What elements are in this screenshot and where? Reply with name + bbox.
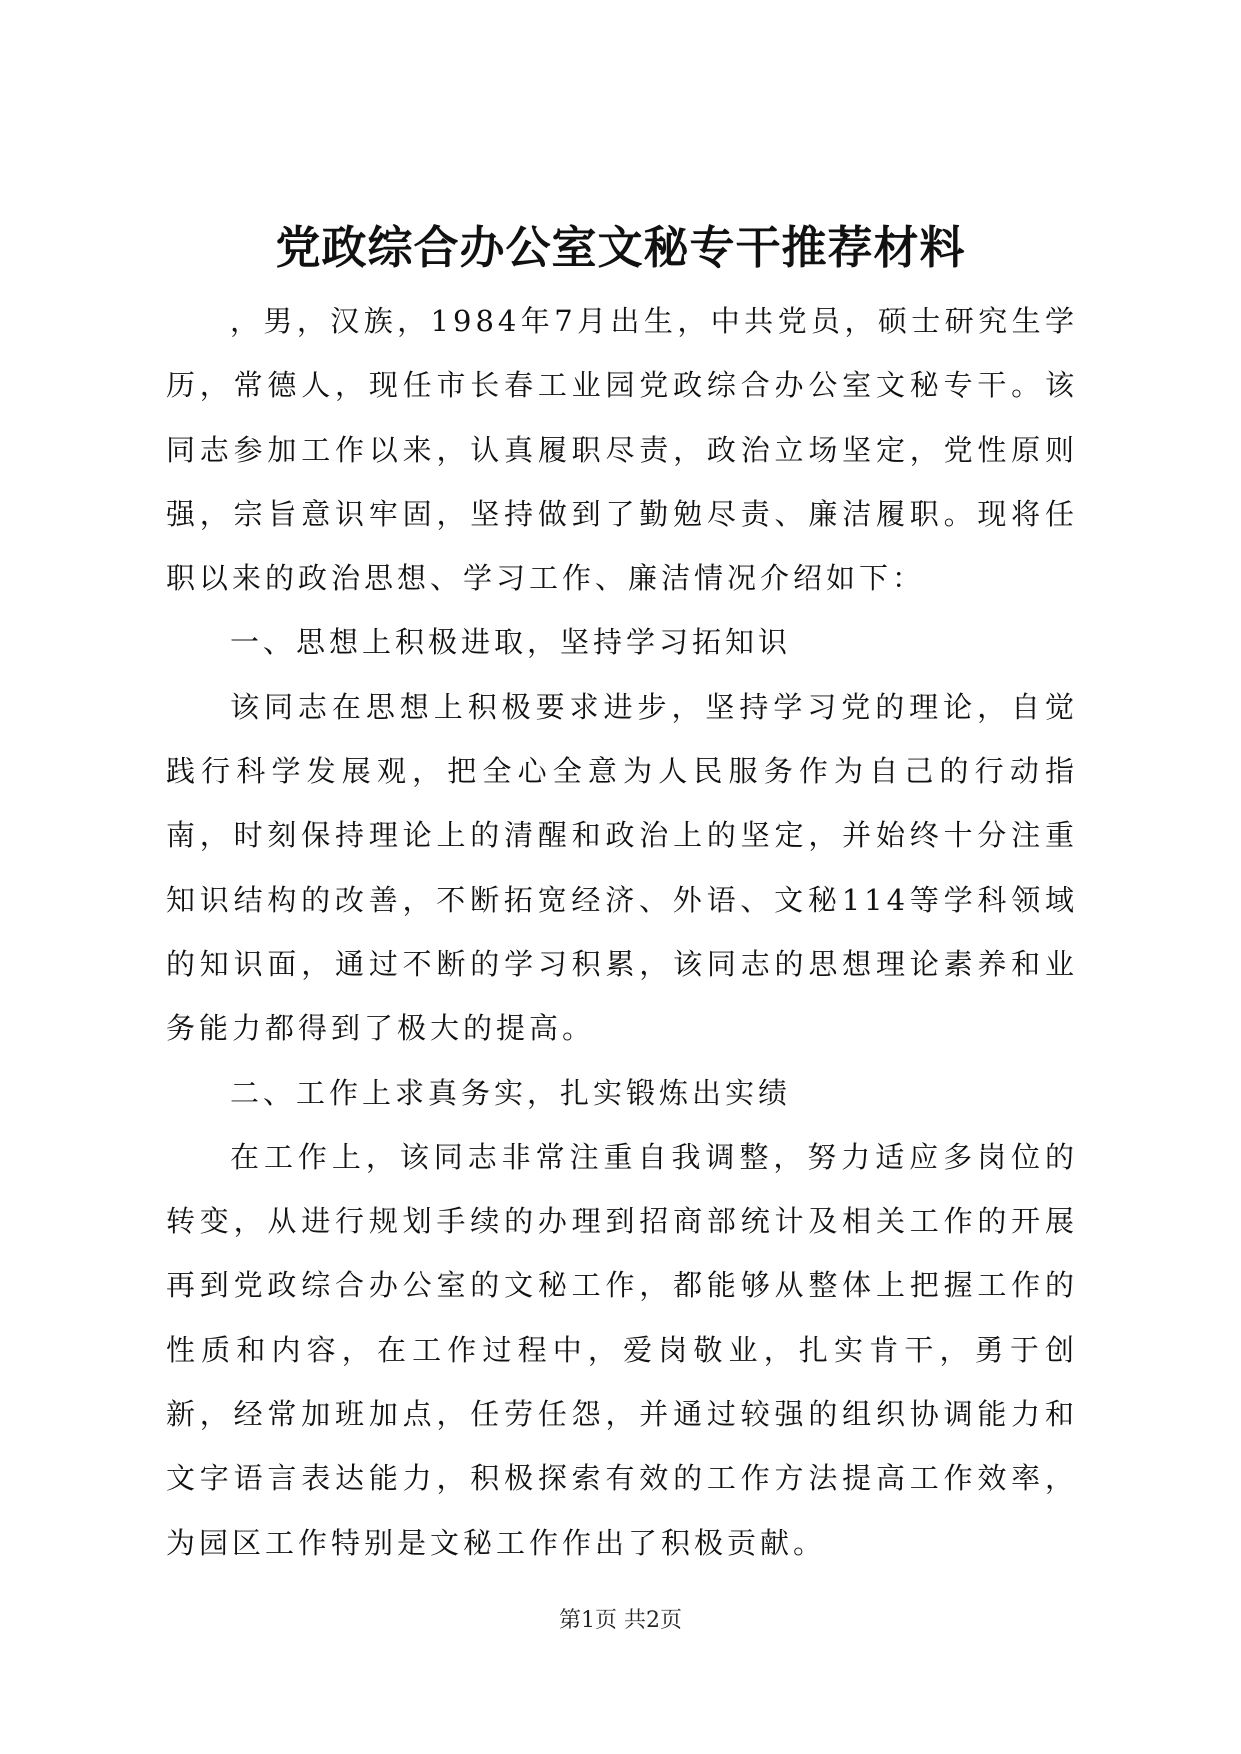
page-indicator: 第1页 共2页: [559, 1608, 682, 1633]
section-paragraph-1: 该同志在思想上积极要求进步，坚持学习党的理论，自觉践行科学发展观，把全心全意为人民服务作为自己的行动指南，时刻保持理论上的清醒和政治上的坚定，并始终十分注重知识结构的改善，不断拓宽经济、外语、文秘114等学科领域的知识面，通过不断的学习积累，该同志的思想理论素养和业务能力都得到了极大的提高。: [166, 689, 1078, 1046]
page-footer: [0, 1606, 1241, 1636]
document-body: [166, 289, 1078, 1575]
intro-paragraph: ，男，汉族，1984年7月出生，中共党员，硕士研究生学历，常德人，现任市长春工业园党政综合办公室文秘专干。该同志参加工作以来，认真履职尽责，政治立场坚定，党性原则强，宗旨意识牢固，坚持做到了勤勉尽责、廉洁履职。现将任职以来的政治思想、学习工作、廉洁情况介绍如下：: [166, 304, 1078, 596]
section-heading-2: 二、工作上求真务实，扎实锻炼出实绩: [230, 1075, 792, 1110]
document-title: 党政综合办公室文秘专干推荐材料: [275, 221, 966, 274]
section-paragraph-2: 在工作上，该同志非常注重自我调整，努力适应多岗位的转变，从进行规划手续的办理到招商部统计及相关工作的开展再到党政综合办公室的文秘工作，都能够从整体上把握工作的性质和内容，在工作过程中，爱岗敬业，扎实肯干，勇于创新，经常加班加点，任劳任怨，并通过较强的组织协调能力和文字语言表达能力，积极探索有效的工作方法提高工作效率，为园区工作特别是文秘工作作出了积极贡献。: [166, 1139, 1078, 1560]
section-heading-1: 一、思想上积极进取，坚持学习拓知识: [230, 625, 792, 660]
